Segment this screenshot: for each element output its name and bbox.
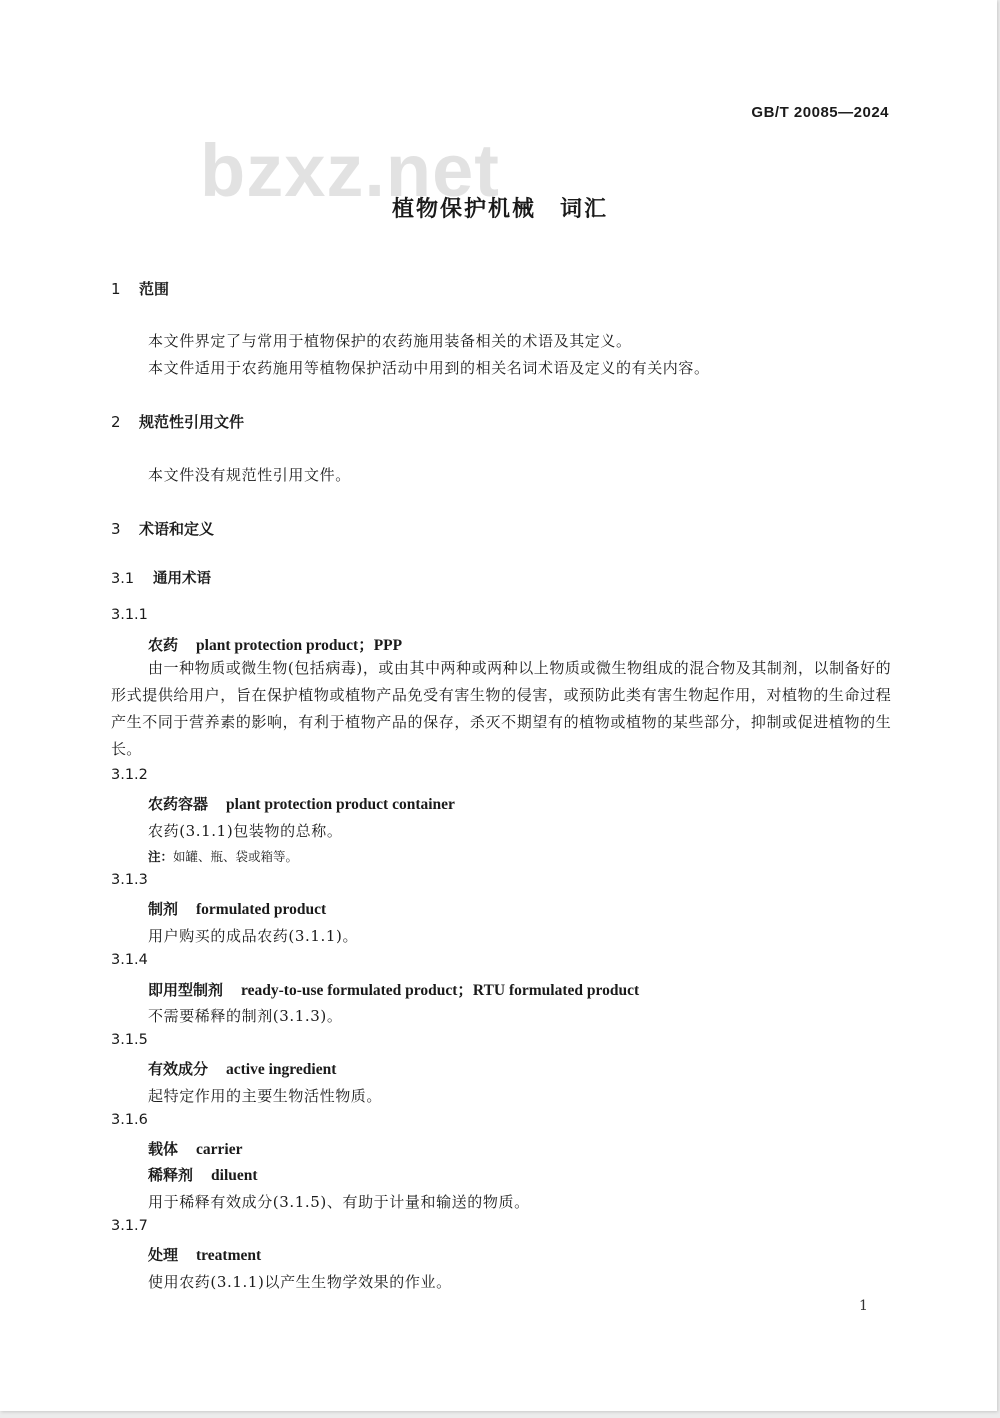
clause-number: 3.1.3 [111,872,148,888]
note-label: 注： [148,849,174,864]
subsection-title: 通用术语 [153,571,211,587]
page-number: 1 [859,1298,868,1314]
section-number: 1 [111,280,121,298]
clause-number: 3.1.4 [111,952,148,968]
term-zh: 即用型制剂 [148,981,224,999]
term-zh: 稀释剂 [148,1166,194,1184]
watermark: bzxz.net [200,129,500,212]
clause-number: 3.1.1 [111,607,148,623]
term-zh: 处理 [148,1246,179,1264]
section-number: 3 [111,520,121,538]
term-zh: 有效成分 [148,1060,209,1078]
document-title: 植物保护机械 词汇 [391,197,608,222]
term-definition: 用户购买的成品农药(3.1.1)。 [148,927,359,945]
term-zh: 载体 [148,1140,179,1158]
paragraph: 本文件适用于农药施用等植物保护活动中用到的相关名词术语及定义的有关内容。 [148,359,710,377]
standard-number: GB/T 20085—2024 [751,104,889,121]
section-title: 术语和定义 [139,520,215,538]
note-text: 如罐、瓶、袋或箱等。 [173,849,299,864]
term-zh: 农药 [148,636,179,654]
section-heading-normative-references [111,411,244,432]
term-entry [148,898,326,919]
term-entry [148,1244,261,1265]
section-number: 2 [111,413,121,431]
term-entry [148,793,455,814]
term-en: ready-to-use formulated product；RTU formulated product [241,982,640,999]
term-en: plant protection product container [226,796,455,813]
term-definition: 使用农药(3.1.1)以产生生物学效果的作业。 [148,1273,452,1291]
term-definition: 农药(3.1.1)包装物的总称。 [148,822,343,840]
term-en: plant protection product；PPP [196,637,403,654]
clause-number: 3.1.6 [111,1112,148,1128]
term-note [148,847,298,865]
section-title: 范围 [139,280,170,298]
clause-number: 3.1.5 [111,1032,148,1048]
term-en: diluent [211,1167,258,1184]
section-heading-scope [111,278,169,299]
term-zh: 制剂 [148,900,179,918]
term-definition: 不需要稀释的制剂(3.1.3)。 [148,1007,343,1025]
clause-number: 3.1.7 [111,1218,148,1234]
section-title: 规范性引用文件 [139,413,245,431]
term-en: active ingredient [226,1061,337,1078]
term-en: formulated product [196,901,327,918]
subsection-number: 3.1 [111,571,135,587]
term-entry [148,633,402,655]
term-definition: 用于稀释有效成分(3.1.5)、有助于计量和输送的物质。 [148,1193,530,1211]
term-definition: 起特定作用的主要生物活性物质。 [148,1087,383,1105]
term-en: treatment [196,1247,262,1264]
term-definition: 由一种物质或微生物(包括病毒)，或由其中两种或两种以上物质或微生物组成的混合物及其制剂，以制备好的形式提供给用户，旨在保护植物或植物产品免受有害生物的侵害，或预防此类有害生物起作用，对植物的生命过程产生不同于营养素的影响，有利于植物产品的保存，杀灭不期望有的植物或植物的某些部分，抑制或促进植物的生长。 [111,659,891,758]
term-entry-synonym [148,1164,258,1185]
paragraph: 本文件界定了与常用于植物保护的农药施用装备相关的术语及其定义。 [148,332,632,350]
term-entry [148,1138,242,1159]
subsection-heading-general-terms [111,567,211,588]
term-entry [148,1058,336,1079]
section-heading-terms [111,518,214,539]
paragraph: 本文件没有规范性引用文件。 [148,466,351,484]
term-zh: 农药容器 [148,795,209,813]
clause-number: 3.1.2 [111,767,148,783]
term-en: carrier [196,1141,243,1158]
term-entry [148,978,639,1000]
